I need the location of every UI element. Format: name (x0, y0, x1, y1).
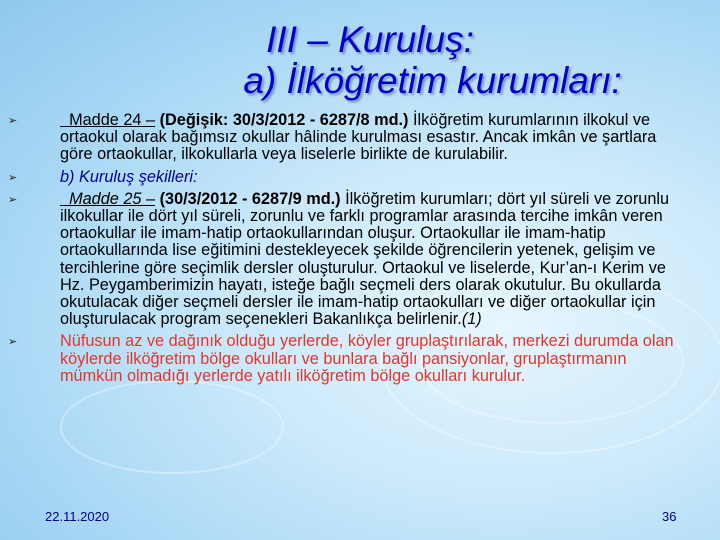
section-subheading: b) Kuruluş şekilleri: (60, 167, 198, 186)
article-number: Madde 25 – (69, 189, 156, 208)
highlighted-text: Nüfusun az ve dağınık olduğu yerlerde, köyler gruplaştırılarak, merkezi durumda olan köylerde ilköğretim bölge okulları ve bunlara bağlı pansiyonlar, gruplaştırmanın mümkün olmadığı yerlerde yatılı ilköğretim bölge okulları kurulur. (60, 332, 674, 385)
slide-body (8, 112, 680, 385)
arrow-bullet-icon: ➢ (8, 171, 18, 184)
arrow-bullet-icon: ➢ (8, 115, 18, 127)
list-item (8, 191, 680, 329)
footer-date: 22.11.2020 (45, 509, 110, 524)
slide-title (0, 20, 720, 102)
arrow-bullet-icon: ➢ (8, 336, 18, 349)
article-text: İlköğretim kurumları; dört yıl süreli ve zorunlu ilkokullar ile dört yıl süreli, zorunlu ve farklı programlar arasında tercihe imkân veren ortaokullar ile imam-hatip ortaokullarından oluşur. Ortaokullar ile imam-hatip ortaokullarında lise eğitimini destekleyecek şekilde öğrencilerin yetenek, gelişim ve tercihlerine göre seçimlik dersler oluşturulur. Ortaokul ve liselerde, Kur’an-ı Kerim ve Hz. Peygamberimizin hayatı, isteğe bağlı seçmeli ders olarak okutulur. Bu okullarda okutulacak diğer seçmeli dersler ile imam-hatip ortaokulları ve diğer ortaokullar için oluşturulacak program seçenekleri Bakanlıkça belirlenir. (60, 189, 670, 329)
footnote-reference: (1) (461, 310, 482, 329)
amendment-note: (30/3/2012 - 6287/9 md.) (159, 189, 341, 208)
title-line-2: a) İlköğretim kurumları: (243, 60, 622, 101)
arrow-bullet-icon: ➢ (8, 193, 18, 206)
title-line-1: III – Kuruluş: (266, 19, 474, 60)
list-item (8, 112, 680, 164)
amendment-note: (Değişik: 30/3/2012 - 6287/8 md.) (159, 111, 409, 129)
article-text: İlköğretim kurumlarının ilkokul ve ortaokul olarak bağımsız okullar hâlinde kurulması esastır. Ancak imkân ve şartlara göre ortaokullar, ilkokullarla veya liselerle birlikte de kurulabilir. (60, 111, 657, 164)
article-number: Madde 24 – (69, 111, 156, 129)
page-number: 36 (662, 509, 677, 524)
list-item (8, 169, 680, 186)
water-ripple-decoration (60, 380, 284, 474)
list-item (8, 333, 680, 385)
